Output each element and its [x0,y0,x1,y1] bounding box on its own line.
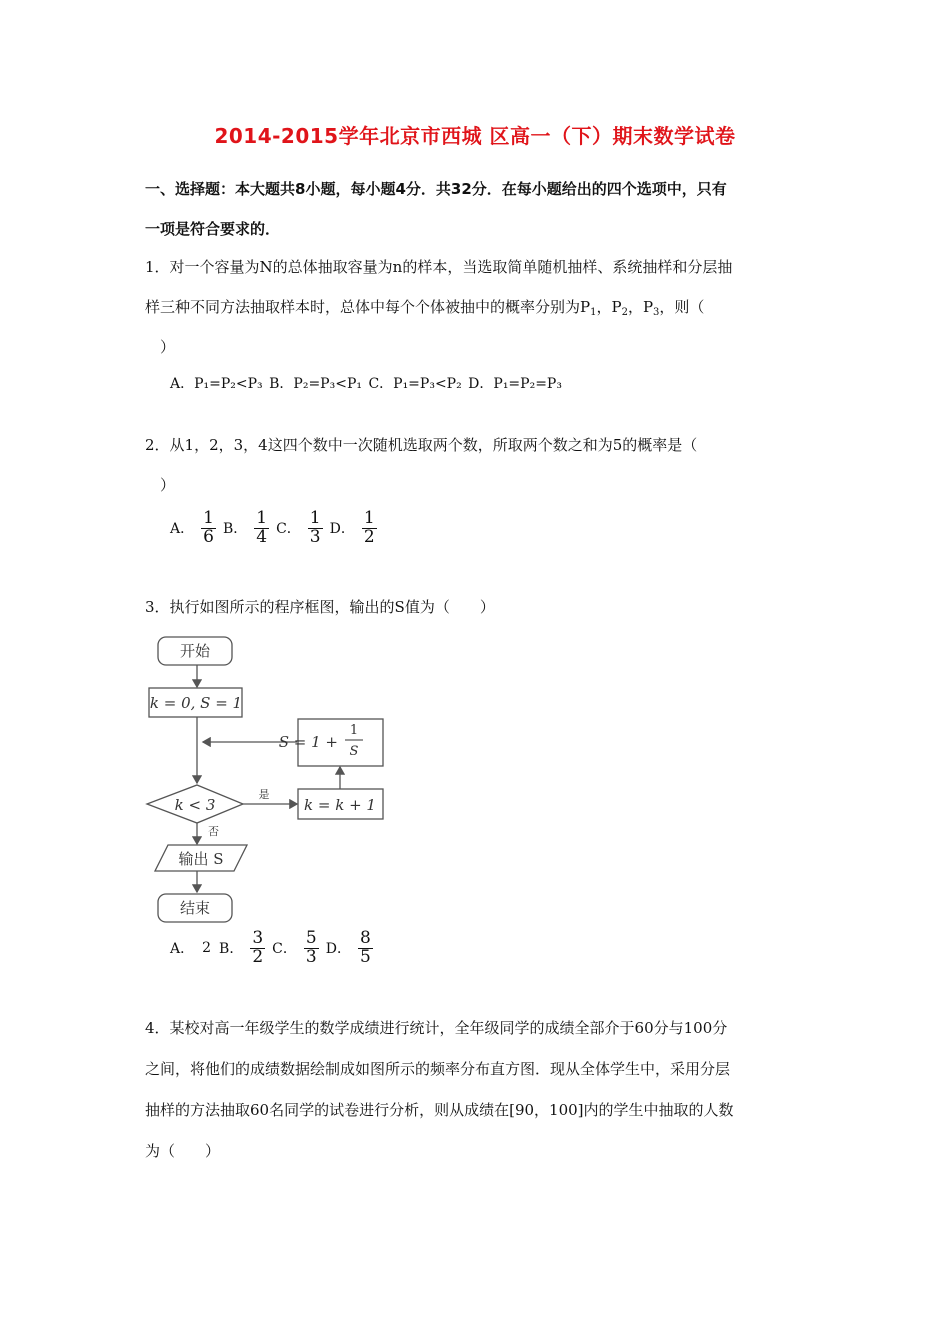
q2-label-a: A． [170,521,195,538]
q3-label-d: D． [325,941,351,958]
page-title: 2014-2015学年北京市西城 区高一（下）期末数学试卷 [214,124,736,148]
q3-value-a: 2 [202,940,212,957]
q1-line1: 1．对一个容量为N的总体抽取容量为n的样本，当选取简单随机抽样、系统抽样和分层抽 [145,258,733,276]
q4-line4: 为（ ） [145,1142,221,1160]
q1-option-d: D．P₁=P₂=P₃ [468,376,562,392]
q3-label-b: B． [219,941,244,958]
flow-yes-label: 是 [258,788,270,801]
flow-init-label: k = 0, S = 1 [149,694,243,712]
q2-options [170,510,380,547]
q3-line1: 3．执行如图所示的程序框图，输出的S值为（ ） [145,598,495,616]
q2-frac-c: $\frac{1}{3}$ [309,508,321,547]
q3-frac-c: $\frac{5}{3}$ [305,928,317,967]
q1-line2: 样三种不同方法抽取样本时，总体中每个个体被抽中的概率分别为$P_1$，$P_2$，$P_3$，则（ [145,298,705,318]
q2-line2: ） [160,476,176,494]
q1-option-b: B．P₂=P₃<P₁ [269,376,362,392]
flow-assign-num: 1 [349,723,359,738]
flow-inc-label: k = k + 1 [304,796,376,814]
q2-label-c: C． [276,521,301,538]
flow-cond-label: k < 3 [174,796,216,814]
q3-label-a: A． [170,941,195,958]
q1-option-a: A．P₁=P₂<P₃ [170,376,263,392]
q1-line3: ） [160,338,176,356]
q4-line1: 4．某校对高一年级学生的数学成绩进行统计，全年级同学的成绩全部介于60分与100分 [145,1019,728,1037]
q3-label-c: C． [272,941,297,958]
q2-label-d: D． [329,521,355,538]
flow-assign-label: S = 1 + [278,733,338,751]
q3-frac-d: $\frac{8}{5}$ [359,928,371,967]
flow-end-label: 结束 [179,899,211,917]
flow-output-label: 输出 S [178,850,224,868]
q4-line3: 抽样的方法抽取60名同学的试卷进行分析，则从成绩在[90，100]内的学生中抽取的人数 [145,1101,734,1119]
section-heading-line1: 一、选择题：本大题共8小题，每小题4分．共32分．在每小题给出的四个选项中，只有 [145,180,727,198]
flow-assign-den: S [349,744,359,759]
q2-frac-a: $\frac{1}{6}$ [203,508,214,547]
q4-line2: 之间，将他们的成绩数据绘制成如图所示的频率分布直方图．现从全体学生中，采用分层 [145,1060,731,1078]
q3-frac-b: $\frac{3}{2}$ [252,928,264,967]
q1-option-c: C．P₁=P₃<P₂ [368,376,462,392]
q2-frac-b: $\frac{1}{4}$ [256,508,268,547]
section-heading-line2: 一项是符合要求的． [145,220,281,238]
flow-start-label: 开始 [179,642,211,660]
q2-frac-d: $\frac{1}{2}$ [363,508,375,547]
q1-options [170,373,562,393]
flowchart [140,628,400,930]
q2-label-b: B． [222,521,248,538]
q2-line1: 2．从1，2，3，4这四个数中一次随机选取两个数，所取两个数之和为5的概率是（ [145,436,698,454]
q3-options [170,930,376,967]
flow-no-label: 否 [208,825,219,838]
